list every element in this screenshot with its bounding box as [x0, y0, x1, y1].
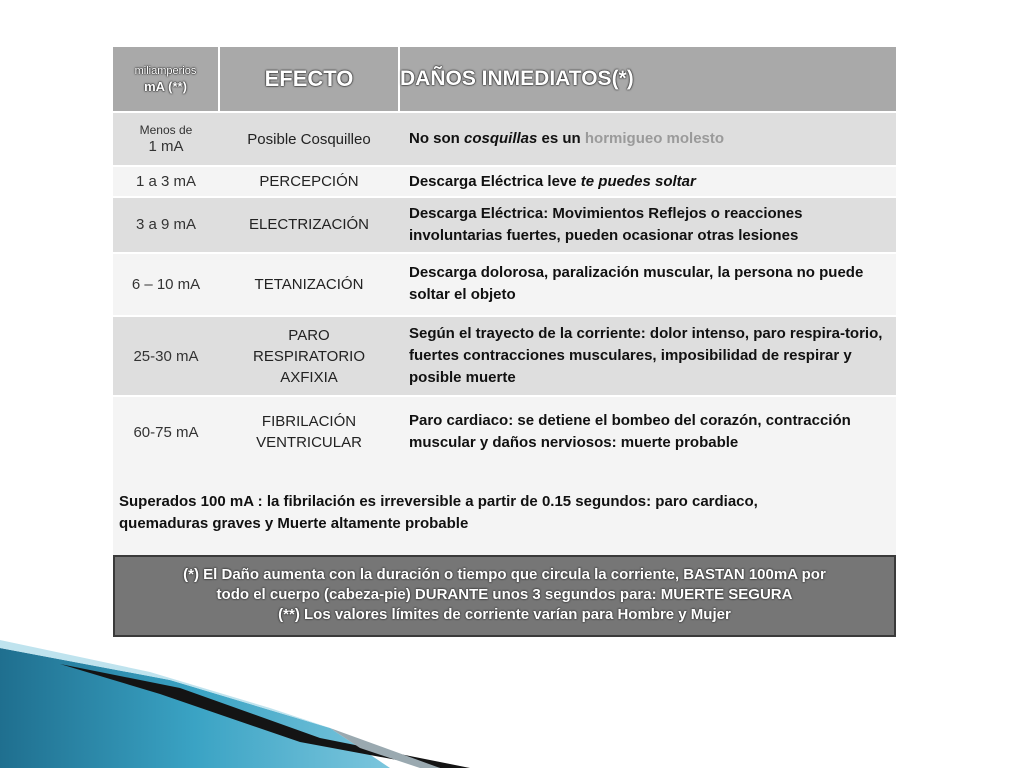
effect-line: VENTRICULAR — [256, 434, 362, 452]
note-line: (*) El Daño aumenta con la duración o tiempo que circula la corriente, BASTAN 100mA por — [183, 566, 826, 583]
damage-cell: Según el trayecto de la corriente: dolor intenso, paro respira-torio, fuertes contracciones musculares, imposibilidad de respirar y posible muerte — [399, 316, 896, 397]
damage-faded-text: hormigueo molesto — [584, 130, 725, 148]
effect-cell: TETANIZACIÓN — [219, 253, 399, 316]
header-effect: EFECTO — [219, 47, 399, 112]
damage-cell: Descarga dolorosa, paralización muscular, la persona no puede soltar el objeto — [399, 253, 896, 316]
effect-line: PARO — [288, 326, 330, 344]
effect-cell: PERCEPCIÓN — [219, 166, 399, 196]
effect-line: FIBRILACIÓN — [261, 413, 357, 431]
effect-cell: ELECTRIZACIÓN — [219, 197, 399, 253]
damage-italic-text: te puedes soltar — [580, 172, 696, 190]
effect-line: AXFIXIA — [280, 368, 338, 386]
effect-line: RESPIRATORIO — [253, 347, 365, 365]
header-current-bottom: mA (**) — [144, 79, 187, 94]
damage-cell: Paro cardiaco: se detiene el bombeo del corazón, contracción muscular y daños nerviosos: muerte probable — [399, 396, 896, 467]
current-cell: 6 – 10 mA — [113, 253, 219, 316]
current-cell: 60-75 mA — [113, 396, 219, 467]
current-cell: 3 a 9 mA — [113, 197, 219, 253]
footer-line: Superados 100 mA : la fibrilación es irreversible a partir de 0.15 segundos: paro cardiaco, — [119, 493, 758, 510]
damage-text: es un — [537, 130, 585, 148]
teal-swoosh-shape — [0, 648, 390, 768]
header-damage: DAÑOS INMEDIATOS(*) — [399, 47, 896, 112]
header-current-top: miliamperios — [134, 65, 197, 77]
damage-text: No son — [409, 130, 464, 148]
damage-italic-text: cosquillas — [464, 130, 538, 148]
damage-text: Descarga Eléctrica leve — [409, 172, 581, 190]
effect-cell: Posible Cosquilleo — [219, 112, 399, 166]
current-value: 1 mA — [148, 137, 184, 155]
footer-line: quemaduras graves y Muerte altamente probable — [119, 515, 469, 532]
note-line: todo el cuerpo (cabeza-pie) DURANTE unos 3 segundos para: MUERTE SEGURA — [216, 586, 793, 603]
current-small-label: Menos de — [139, 122, 193, 137]
note-line: (**) Los valores límites de corriente varían para Hombre y Mujer — [278, 606, 731, 623]
current-cell: 25-30 mA — [113, 316, 219, 397]
current-cell: 1 a 3 mA — [113, 166, 219, 196]
damage-cell: Descarga Eléctrica: Movimientos Reflejos o reacciones involuntarias fuertes, pueden ocasionar otras lesiones — [399, 197, 896, 253]
